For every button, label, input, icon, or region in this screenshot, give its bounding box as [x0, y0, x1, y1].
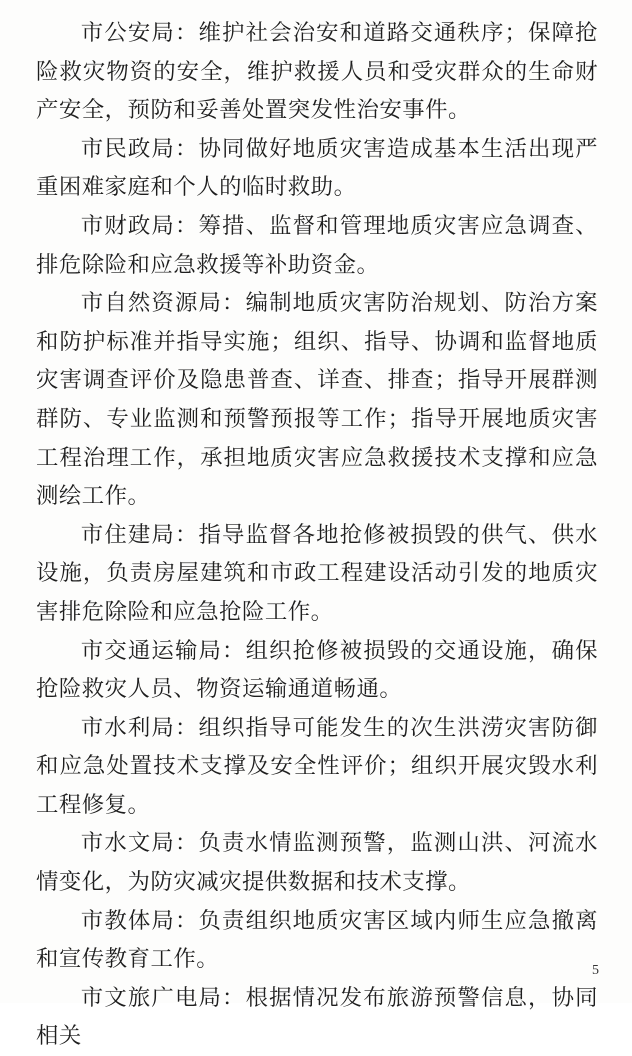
paragraph-housing-construction: 市住建局：指导监督各地抢修被损毁的供气、供水设施，负责房屋建筑和市政工程建设活动引发的地质灾害排危除险和应急抢险工作。 [36, 521, 598, 625]
paragraph-civil-affairs: 市民政局：协同做好地质灾害造成基本生活出现严重困难家庭和个人的临时救助。 [36, 135, 598, 201]
paragraph-transportation: 市交通运输局：组织抢修被损毁的交通设施，确保抢险救灾人员、物资运输通道畅通。 [36, 637, 598, 703]
paragraph-finance: 市财政局：筹措、监督和管理地质灾害应急调查、排危除险和应急救援等补助资金。 [36, 212, 598, 278]
paragraph-education-sports: 市教体局：负责组织地质灾害区域内师生应急撤离和宣传教育工作。 [36, 907, 598, 973]
body-text [36, 14, 598, 1056]
page-number: 5 [592, 963, 599, 978]
paragraph-hydrology: 市水文局：负责水情监测预警，监测山洪、河流水情变化，为防灾减灾提供数据和技术支撑。 [36, 830, 598, 896]
paragraph-public-security: 市公安局：维护社会治安和道路交通秩序；保障抢险救灾物资的安全，维护救援人员和受灾群众的生命财产安全，预防和妥善处置突发性治安事件。 [36, 20, 598, 124]
paragraph-culture-tourism: 市文旅广电局：根据情况发布旅游预警信息，协同相关 [36, 984, 598, 1050]
paragraph-water-resources: 市水利局：组织指导可能发生的次生洪涝灾害防御和应急处置技术支撑及安全性评价；组织开展灾毁水利工程修复。 [36, 714, 598, 818]
paragraph-natural-resources: 市自然资源局：编制地质灾害防治规划、防治方案和防护标准并指导实施；组织、指导、协调和监督地质灾害调查评价及隐患普查、详查、排查；指导开展群测群防、专业监测和预警预报等工作；指导开展地质灾害工程治理工作，承担地质灾害应急救援技术支撑和应急测绘工作。 [36, 290, 598, 510]
